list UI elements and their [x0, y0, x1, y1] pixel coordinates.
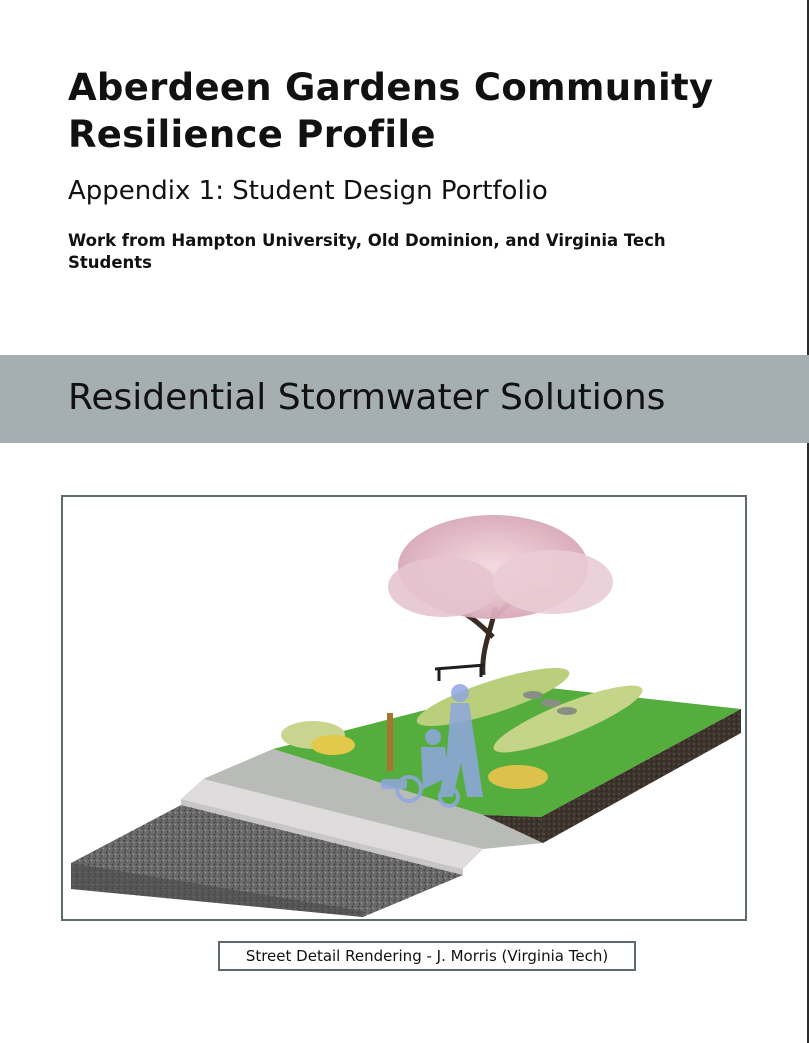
document-subtitle: Appendix 1: Student Design Portfolio	[68, 176, 548, 206]
signpost	[387, 713, 393, 771]
section-band	[0, 355, 809, 443]
bench	[435, 665, 485, 681]
section-title: Residential Stormwater Solutions	[68, 377, 666, 418]
blossom-tree	[388, 515, 613, 675]
authors-line: Work from Hampton University, Old Dominion, and Virginia Tech Students	[68, 231, 666, 272]
figure-caption: Street Detail Rendering - J. Morris (Virginia Tech)	[218, 941, 636, 971]
street-detail-rendering	[61, 495, 747, 921]
document-title: Aberdeen Gardens Community Resilience Profile	[68, 66, 714, 156]
street-detail-illustration	[63, 497, 745, 919]
